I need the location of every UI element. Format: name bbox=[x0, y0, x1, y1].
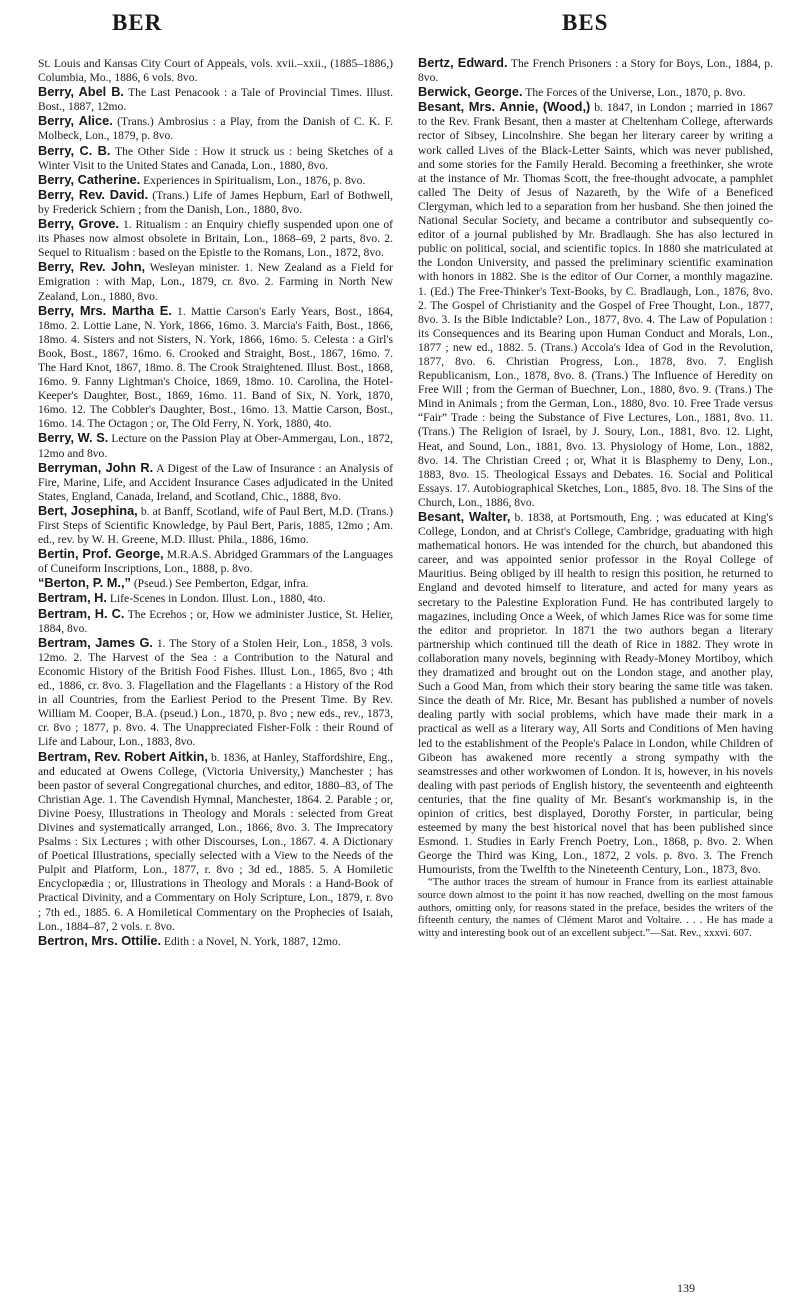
entry-headword: Besant, Walter, bbox=[418, 509, 511, 524]
entry bbox=[418, 510, 773, 877]
entry-text: 1. Ritualism : an Enquiry chiefly suspended upon one of its Phases now almost obsolete in Britain, Lon., 1868–69, 2 parts, 8vo. 2. Sequel to Ritualism : based on the Epistle to the Romans, Lon., 1872, 8vo. bbox=[38, 218, 393, 260]
entry-headword: Berryman, John R. bbox=[38, 459, 154, 475]
entry-headword: Berry, W. S. bbox=[38, 430, 109, 446]
entry-text: b. at Banff, Scotland, wife of Paul Bert, M.D. (Trans.) First Steps of Scientific Knowledge, by Paul Bert, Paris, 1885, 12mo ; Am. ed., rev. by W. H. Greene, M.D. Illust. Phila., 1886, 16mo. bbox=[38, 504, 394, 547]
entry bbox=[38, 750, 393, 934]
entry bbox=[38, 461, 393, 504]
entry bbox=[38, 304, 393, 432]
entry-text: 1. Mattie Carson's Early Years, Bost., 1864, 18mo. 2. Lottie Lane, N. York, 1866, 16mo. 3. Marcia's Faith, Bost., 1866, 18mo. 4. Sisters and not Sisters, N. York, 1866, 16mo. 5. Celesta : a Girl's Book, Bost., 1867, 16mo. 6. Crooked and Straight, Bost., 1867, 16mo. 7. The Hard Knot, 1867, 18mo. 8. The Crook Straightened. Illust. Bost., 1868, 16mo. 9. Fanny Lightman's Choice, 1869, 18mo. 10. Carolina, the Hotel-Keeper's Daughter, Bost., 1869, 16mo. 11. Band of Six, N. York, 1870, 16mo. 12. The Cobbler's Daughter, Bost., 16mo. 13. Mattie Carson, Bost., 16mo. 14. The Octagon ; or, The Old Ferry, N. York, 1880, 4to. bbox=[38, 304, 393, 431]
entry bbox=[38, 636, 393, 750]
entry-headword: Bertram, Rev. Robert Aitkin, bbox=[38, 748, 208, 764]
page-number: 139 bbox=[677, 1281, 695, 1295]
entry-headword: Berry, Catherine. bbox=[38, 171, 141, 187]
entry-text: Life-Scenes in London. Illust. Lon., 1880, 4to. bbox=[106, 592, 326, 606]
right-column bbox=[418, 56, 773, 940]
entry-headword: Bertin, Prof. George, bbox=[38, 546, 164, 562]
entry-text: 1. The Story of a Stolen Heir, Lon., 1858, 3 vols. 12mo. 2. The Harvest of the Sea : a Contribution to the Natural and Economic History of the British Food Fishes. Illust. Lon., 1865, 8vo ; 4th ed., 1886, cr. 8vo. 3. Flagellation and the Flagellants : a History of the Rod in all Countries, from the Earliest Period to the Present Time. By Rev. William M. Cooper, B.A. (pseud.) Lon., 1870, p. 8vo ; new eds., rev., 1873, cr. 8vo ; 1877, p. 8vo. 4. The Unappreciated Fisher-Folk : their Round of Life and Labour, Lon., 1883, 8vo. bbox=[38, 636, 393, 749]
entry bbox=[418, 85, 773, 100]
entry-text: St. Louis and Kansas City Court of Appeals, vols. xvii.–xxii., (1885–1886,) Columbia, Mo., 1886, 6 vols. 8vo. bbox=[38, 57, 393, 85]
entry-headword: Berry, Grove. bbox=[38, 216, 120, 232]
review-quote: “The author traces the stream of humour in France from its earliest attainable source down almost to the point it has now reached, dwelling on the most famous authors, omitting only, for reasons stated in the preface, besides the writers of the fifteenth century, the names of Clément Marot and Voltaire. . . . He has made a witty and interesting book out of an excellent subject.”—Sat. Rev., xxxvi. 607. bbox=[418, 877, 773, 939]
entry-headword: Berwick, George. bbox=[418, 84, 523, 100]
entry-headword: Berry, Mrs. Martha E. bbox=[38, 302, 172, 318]
entry-headword: Bert, Josephina, bbox=[38, 502, 138, 518]
entry-headword: Berry, Rev. David. bbox=[38, 186, 149, 202]
entry-headword: Berry, C. B. bbox=[38, 142, 111, 158]
entry bbox=[38, 188, 393, 217]
running-head-left: BER bbox=[112, 10, 163, 35]
entry-headword: Besant, Mrs. Annie, (Wood,) bbox=[418, 99, 591, 115]
entry-text: b. 1838, at Portsmouth, Eng. ; was educated at King's College, London, and at Christ's College, Cambridge, graduating with high mathematical honors. He was intended for the church, but abandoned this career, and was appointed senior professor in the Royal College of Mauritius. Being obliged by ill health to resign this position, he returned to England and devoted himself to literature, and acted for many years as secretary to the Palestine Exploration Fund. He has contributed largely to magazines, including Once a Week, of which James Rice was for some time the editor and proprietor. In 1871 the two authors began a literary partnership which continued till the death of Rice in 1882. They wrote in collaboration many novels, beginning with Ready-Money Mortiboy, which they dramatized and brought out on the London stage, and another play, Such a Good Man, from which their story bearing the same title was taken. Since the death of Mr. Rice, Mr. Besant has published a number of novels dealing partly with social problems, which have made their mark in a practical as well as a literary way, All Sorts and Conditions of Men having led to the establishment of the People's Palace in London, while Children of Gibeon has awakened more recently a strong sympathy with the seamstresses and other workwomen of London. It is, however, in his novels dealing with past periods of English history, the seventeenth and eighteenth centuries, that the fine quality of Mr. Besant's workmanship is, in the opinion of critics, best displayed, Dorothy Forster, in particular, being esteemed by many the best historical novel that has been published since Esmond. 1. Studies in Early French Poetry, Lon., 1868, p. 8vo. 2. When George the Third was King, Lon., 1872, 2 vols. p. 8vo. 3. The French Humourists, from the Twelfth to the Nineteenth Century, Lon., 1873, 8vo. bbox=[418, 511, 773, 877]
entry bbox=[38, 85, 393, 114]
entry-text: (Pseud.) See Pemberton, Edgar, infra. bbox=[130, 577, 309, 591]
entry bbox=[38, 431, 393, 460]
entry-headword: Berry, Alice. bbox=[38, 113, 113, 129]
entry bbox=[38, 934, 393, 949]
entry bbox=[38, 260, 393, 303]
entry-text: A Digest of the Law of Insurance : an Analysis of Fire, Marine, Life, and Accident Insurance Cases adjudicated in the United States, England, Canada, Ireland, and Scotland, Chic., 1888, 8vo. bbox=[38, 461, 394, 503]
entry bbox=[38, 591, 393, 606]
entry bbox=[38, 173, 393, 188]
entry bbox=[38, 114, 393, 143]
entry-headword: Berry, Rev. John, bbox=[38, 259, 146, 275]
entry bbox=[418, 56, 773, 85]
entry-headword: Bertram, James G. bbox=[38, 634, 153, 650]
running-head-right: BES bbox=[562, 10, 609, 35]
entry-text: Experiences in Spiritualism, Lon., 1876, p. 8vo. bbox=[140, 173, 366, 187]
entry bbox=[38, 504, 393, 547]
entry-text: (Trans.) Ambrosius : a Play, from the Danish of C. K. F. Molbeck, Lon., 1879, p. 8vo. bbox=[38, 115, 393, 143]
entry-text: The Forces of the Universe, Lon., 1870, p. 8vo. bbox=[522, 86, 746, 100]
entry-headword: Bertron, Mrs. Ottilie. bbox=[38, 932, 162, 948]
entry-headword: Bertz, Edward. bbox=[418, 55, 508, 70]
entry-text: The Last Penacook : a Tale of Provincial Times. Illust. Bost., 1887, 12mo. bbox=[38, 86, 393, 114]
entry-text: Wesleyan minister. 1. New Zealand as a Field for Emigration : with Map, Lon., 1879, cr. 8vo. 2. Farming in North New Zealand, Lon., 1880, 8vo. bbox=[38, 261, 393, 303]
entry bbox=[38, 576, 393, 591]
entry-headword: Bertram, H. C. bbox=[38, 605, 125, 621]
entry bbox=[38, 217, 393, 260]
entry bbox=[38, 144, 393, 173]
entry bbox=[38, 547, 393, 576]
entry bbox=[38, 607, 393, 636]
entry-headword: “Berton, P. M.,” bbox=[38, 575, 131, 591]
entry bbox=[418, 100, 773, 510]
entry-text: M.R.A.S. Abridged Grammars of the Languages of Cuneiform Inscriptions, Lon., 1888, p. 8vo. bbox=[38, 548, 393, 576]
entry-text: The Other Side : How it struck us : being Sketches of a Winter Visit to the United States and Canada, Lon., 1880, 8vo. bbox=[38, 144, 393, 172]
entry-text: Edith : a Novel, N. York, 1887, 12mo. bbox=[161, 934, 341, 948]
entry-text: b. 1836, at Hanley, Staffordshire, Eng., and educated at Owens College, (Victoria University,) Manchester ; has been pastor of several Congregational churches, and editor, 1880–83, of The Christian Age. 1. The Cavendish Hymnal, Manchester, 1864. 2. Parable ; or, Divine Poesy, Illustrations in Theology and Morals : selected from Great Divines and systematically arranged, Lon., 1866, 8vo. 3. The Imprecatory Psalms : Six Lectures ; with other Discourses, Lon., 1867. 4. A Dictionary of Poetical Illustrations, specially selected with a View to the Needs of the Pulpit and Platform, Lon., 1877, r. 8vo ; 3d ed., 1885. 5. A Homiletic Encyclopædia ; or, Illustrations in Theology and Morals : a Hand-Book of Practical Divinity, and a Commentary on Holy Scripture, Lon., 1879, r. 8vo ; 7th ed., 1885. 6. A Homiletical Commentary on the Prophecies of Isaiah, Lon., 1884–87, 2 vols. r. 8vo. bbox=[38, 750, 393, 933]
entry-headword: Bertram, H. bbox=[38, 590, 107, 606]
entry-text: The French Prisoners : a Story for Boys, Lon., 1884, p. 8vo. bbox=[418, 57, 773, 85]
entry-text: The Ecrehos ; or, How we administer Justice, St. Helier, 1884, 8vo. bbox=[38, 607, 393, 635]
left-column bbox=[38, 56, 393, 949]
entry-headword: Berry, Abel B. bbox=[38, 84, 124, 100]
entry bbox=[38, 56, 393, 85]
entry-text: Lecture on the Passion Play at Ober-Ammergau, Lon., 1872, 12mo and 8vo. bbox=[38, 432, 393, 460]
entry-text: b. 1847, in London ; married in 1867 to the Rev. Frank Besant, then a master at Cheltenham College, afterwards rector of Sibsey, Lincolnshire. She began her literary career by writing a work called Lives of the Black-Letter Saints, which was never published, and some stories for the Family Herald. Becoming a freethinker, she wrote at the instance of Mr. Thomas Scott, the free-thought advocate, a pamphlet called The Deity of Jesus of Nazareth, by the Wife of a Beneficed Clergyman, which led to a separation from her husband. She then joined the National Secular Society, and became a contributor and subsequently co-editor of a journal published by Mr. Bradlaugh. She has also lectured in public on political, social, and scientific topics. In 1880 she matriculated at the London University, and passed the preliminary scientific examination with honors in 1882. She is the editor of Our Corner, a monthly magazine. 1. (Ed.) The Free-Thinker's Text-Books, by C. Bradlaugh, Lon., 1876, 8vo. 2. The Gospel of Christianity and the Gospel of Free Thought, Lon., 1877, 8vo. 3. Is the Bible Indictable? Lon., 1877, 8vo. 4. The Law of Population : its Consequences and its Bearing upon Human Conduct and Morals, Lon., 1877 ; new ed., 1882. 5. (Trans.) Accola's Idea of God in the Revolution, 1877, 8vo. 6. Christian Progress, Lon., 1878, 8vo. 7. English Republicanism, Lon., 1878, 8vo. 8. (Trans.) The Influence of Heredity on Free Will ; from the German of Buechner, Lon., 1880, 8vo. 9. (Trans.) The Mind in Animals ; from the German, Lon., 1880, 8vo. 10. Free Trade versus “Fair” Trade : being the Substance of Five Lectures, Lon., 1881, 8vo. 11. (Trans.) The Religion of Israel, by J. Soury, Lon., 1881, 8vo. 12. Light, Heat, and Sound, Lon., 1881, 8vo. 13. Physiology of Home, Lon., 1882, 8vo. 14. The Christian Creed ; or, What it is Blasphemy to Deny, Lon., 1883, 8vo. 15. Theological Essays and Debates. 16. Social and Political Essays. 17. Autobiographical Sketches, Lon., 1885, 8vo. 18. The Sins of the Church, Lon., 1886, 8vo. bbox=[418, 101, 773, 509]
entry-text: (Trans.) Life of James Hepburn, Earl of Bothwell, by Frederick Schiern ; from the Danish, Lon., 1880, 8vo. bbox=[38, 188, 393, 216]
